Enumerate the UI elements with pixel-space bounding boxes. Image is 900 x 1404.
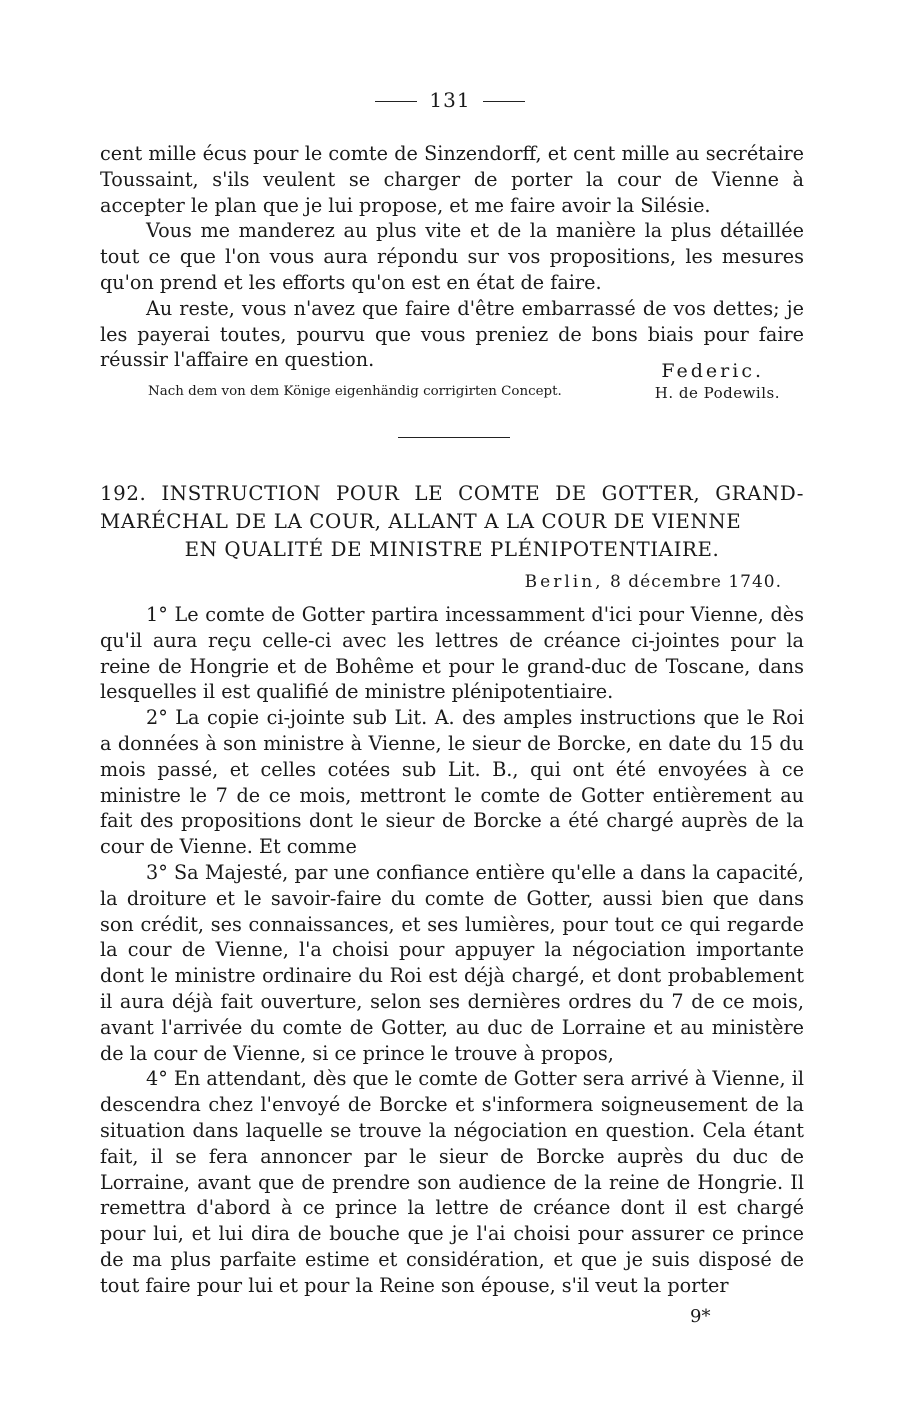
page-header (0, 88, 900, 112)
countersign: H. de Podewils. (654, 384, 780, 402)
instruction-text (100, 602, 804, 1299)
letter-text (100, 141, 804, 373)
paragraph: cent mille écus pour le comte de Sinzendorff, et cent mille au secrétaire Toussaint, s'ils veulent se charger de porter la cour de Vienne à accepter le plan que je lui propose, et me faire avoir la Silésie. (100, 142, 804, 217)
document-title (100, 480, 804, 564)
document-title-last: EN QUALITÉ DE MINISTRE PLÉNIPOTENTIAIRE. (184, 538, 720, 561)
place-date (525, 572, 782, 592)
section-divider (398, 437, 510, 438)
paragraph: 1° Le comte de Gotter partira incessamment d'ici pour Vienne, dès qu'il aura reçu celle-ci avec les lettres de créance ci-jointes pour la reine de Hongrie et de Bohême et pour le grand-duc de Toscane, dans lesquelles il est qualifié de ministre plénipotentiaire. (100, 603, 804, 704)
paragraph: 3° Sa Majesté, par une confiance entière qu'elle a dans la capacité, la droiture et le savoir-faire du comte de Gotter, aussi bien que dans son crédit, ses connaissances, et ses lumières, pour tout ce qui regarde la cour de Vienne, l'a choisi pour appuyer la négociation importante dont le ministre ordinaire du Roi est déjà chargé, et dont probablement il aura déjà fait ouverture, selon ses dernières ordres du 7 de ce mois, avant l'arrivée du comte de Gotter, au duc de Lorraine et au ministère de la cour de Vienne, si ce prince le trouve à propos, (100, 860, 804, 1065)
paragraph: Vous me manderez au plus vite et de la manière la plus détaillée tout ce que l'on vous aura répondu sur vos propositions, les mesures qu'on prend et les efforts qu'on est en état de faire. (100, 219, 804, 294)
document-title-main: INSTRUCTION POUR LE COMTE DE GOTTER, GRAND-MARÉCHAL DE LA COUR, ALLANT A LA COUR DE VIENNE (100, 482, 804, 533)
header-dash-right (483, 101, 525, 102)
source-note: Nach dem von dem Könige eigenhändig corrigirten Concept. (148, 384, 562, 399)
signature: Federic. (661, 360, 764, 382)
paragraph: 2° La copie ci-jointe sub Lit. A. des amples instructions que le Roi a données à son ministre à Vienne, le sieur de Borcke, en date du 15 du mois passé, et celles cotées sub Lit. B., qui ont été envoyées à ce ministre le 7 de ce mois, mettront le comte de Gotter entièrement au fait des propositions dont le sieur de Borcke a été chargé auprès de la cour de Vienne. Et comme (100, 706, 804, 859)
paragraph: 4° En attendant, dès que le comte de Gotter sera arrivé à Vienne, il descendra chez l'envoyé de Borcke et s'informera soigneusement de la situation dans laquelle se trouve la négociation en question. Cela étant fait, il se fera annoncer par le sieur de Borcke auprès du duc de Lorraine, avant que de prendre son audience de la reine de Hongrie. Il remettra d'abord à ce prince la lettre de créance dont il est chargé pour lui, et lui dira de bouche que je l'ai choisi pour assurer ce prince de ma plus parfaite estime et considération, et que je suis disposé de tout faire pour lui et pour la Reine son épouse, s'il veut la porter (100, 1067, 804, 1297)
page-number: 131 (429, 88, 471, 112)
place: Berlin, (524, 572, 604, 592)
header-dash-left (375, 101, 417, 102)
document-number: 192. (100, 482, 147, 505)
signature-mark: 9* (690, 1306, 711, 1327)
paragraph: Au reste, vous n'avez que faire d'être embarrassé de vos dettes; je les payerai toutes, pourvu que vous preniez de bons biais pour faire réussir l'affaire en question. (100, 296, 804, 372)
date: 8 décembre 1740. (609, 572, 782, 592)
